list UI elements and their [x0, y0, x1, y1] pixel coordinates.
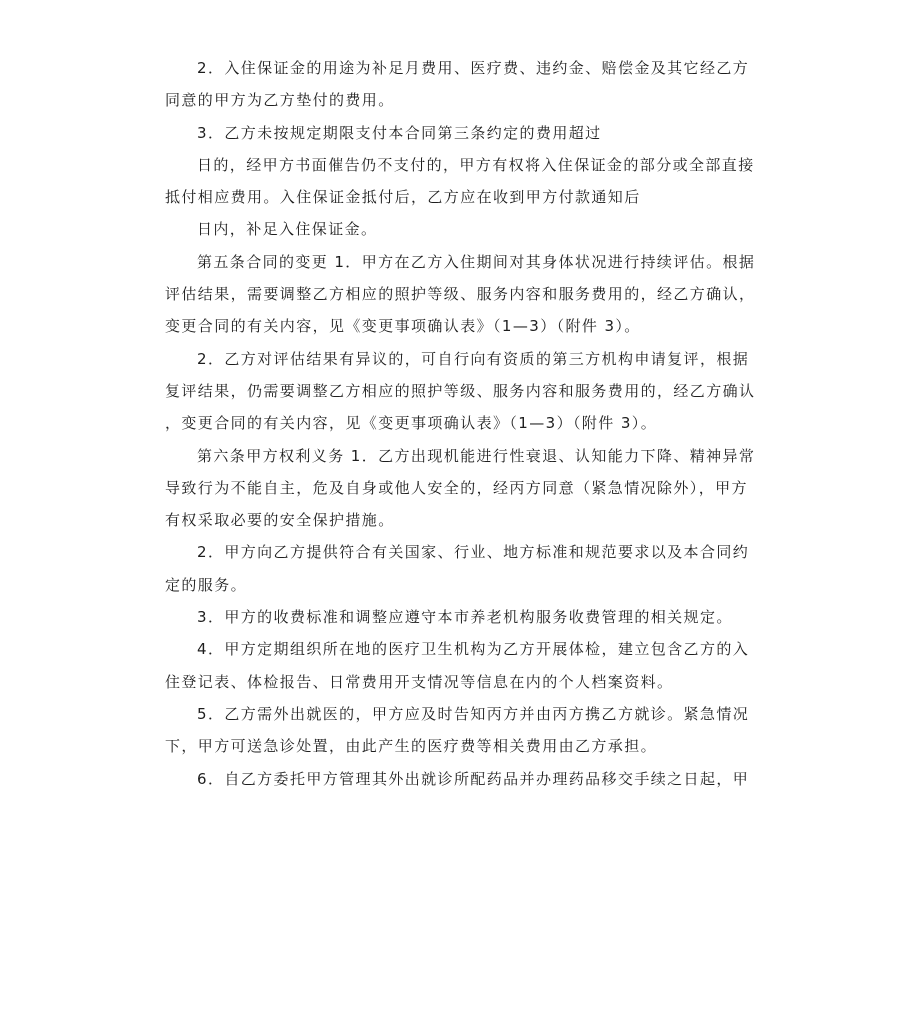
paragraph-line: 第五条合同的变更 1．甲方在乙方入住期间对其身体状况进行持续评估。根据	[197, 252, 756, 271]
paragraph-line: 有权采取必要的安全保护措施。	[165, 511, 395, 530]
paragraph-line: 复评结果，仍需要调整乙方相应的照护等级、服务内容和服务费用的，经乙方确认	[165, 381, 756, 400]
paragraph-line: ，变更合同的有关内容，见《变更事项确认表》（1—3）（附件 3）。	[165, 414, 658, 433]
paragraph-line: 定的服务。	[165, 575, 248, 594]
paragraph-line: 住登记表、体检报告、日常费用开支情况等信息在内的个人档案资料。	[165, 672, 674, 691]
paragraph-line: 导致行为不能自主，危及自身或他人安全的，经丙方同意（紧急情况除外），甲方	[165, 478, 748, 497]
paragraph-line: 2．乙方对评估结果有异议的，可自行向有资质的第三方机构申请复评，根据	[197, 349, 750, 368]
paragraph-line: 日的，经甲方书面催告仍不支付的，甲方有权将入住保证金的部分或全部直接	[197, 155, 755, 174]
paragraph-line: 2．甲方向乙方提供符合有关国家、行业、地方标准和规范要求以及本合同约	[197, 543, 750, 562]
document-body	[165, 52, 759, 795]
paragraph-line: 3．甲方的收费标准和调整应遵守本市养老机构服务收费管理的相关规定。	[197, 608, 733, 627]
paragraph-line: 2．入住保证金的用途为补足月费用、医疗费、违约金、赔偿金及其它经乙方	[197, 59, 750, 77]
paragraph-line: 第六条甲方权利义务 1．乙方出现机能进行性衰退、认知能力下降、精神异常	[197, 446, 756, 465]
paragraph-line: 日内，补足入住保证金。	[197, 220, 378, 239]
paragraph-line: 4．甲方定期组织所在地的医疗卫生机构为乙方开展体检，建立包含乙方的入	[197, 640, 750, 659]
paragraph-line: 3．乙方未按规定期限支付本合同第三条约定的费用超过	[197, 123, 602, 142]
paragraph-line: 抵付相应费用。入住保证金抵付后，乙方应在收到甲方付款通知后	[165, 188, 641, 207]
paragraph-line: 同意的甲方为乙方垫付的费用。	[165, 91, 395, 110]
paragraph-line: 变更合同的有关内容，见《变更事项确认表》（1—3）（附件 3）。	[165, 317, 641, 336]
paragraph-line: 下，甲方可送急诊处置，由此产生的医疗费等相关费用由乙方承担。	[165, 737, 658, 756]
paragraph-line: 评估结果，需要调整乙方相应的照护等级、服务内容和服务费用的，经乙方确认，	[165, 285, 756, 304]
paragraph-line: 6．自乙方委托甲方管理其外出就诊所配药品并办理药品移交手续之日起，甲	[197, 769, 750, 788]
paragraph-line: 5．乙方需外出就医的，甲方应及时告知丙方并由丙方携乙方就诊。紧急情况	[197, 704, 750, 723]
